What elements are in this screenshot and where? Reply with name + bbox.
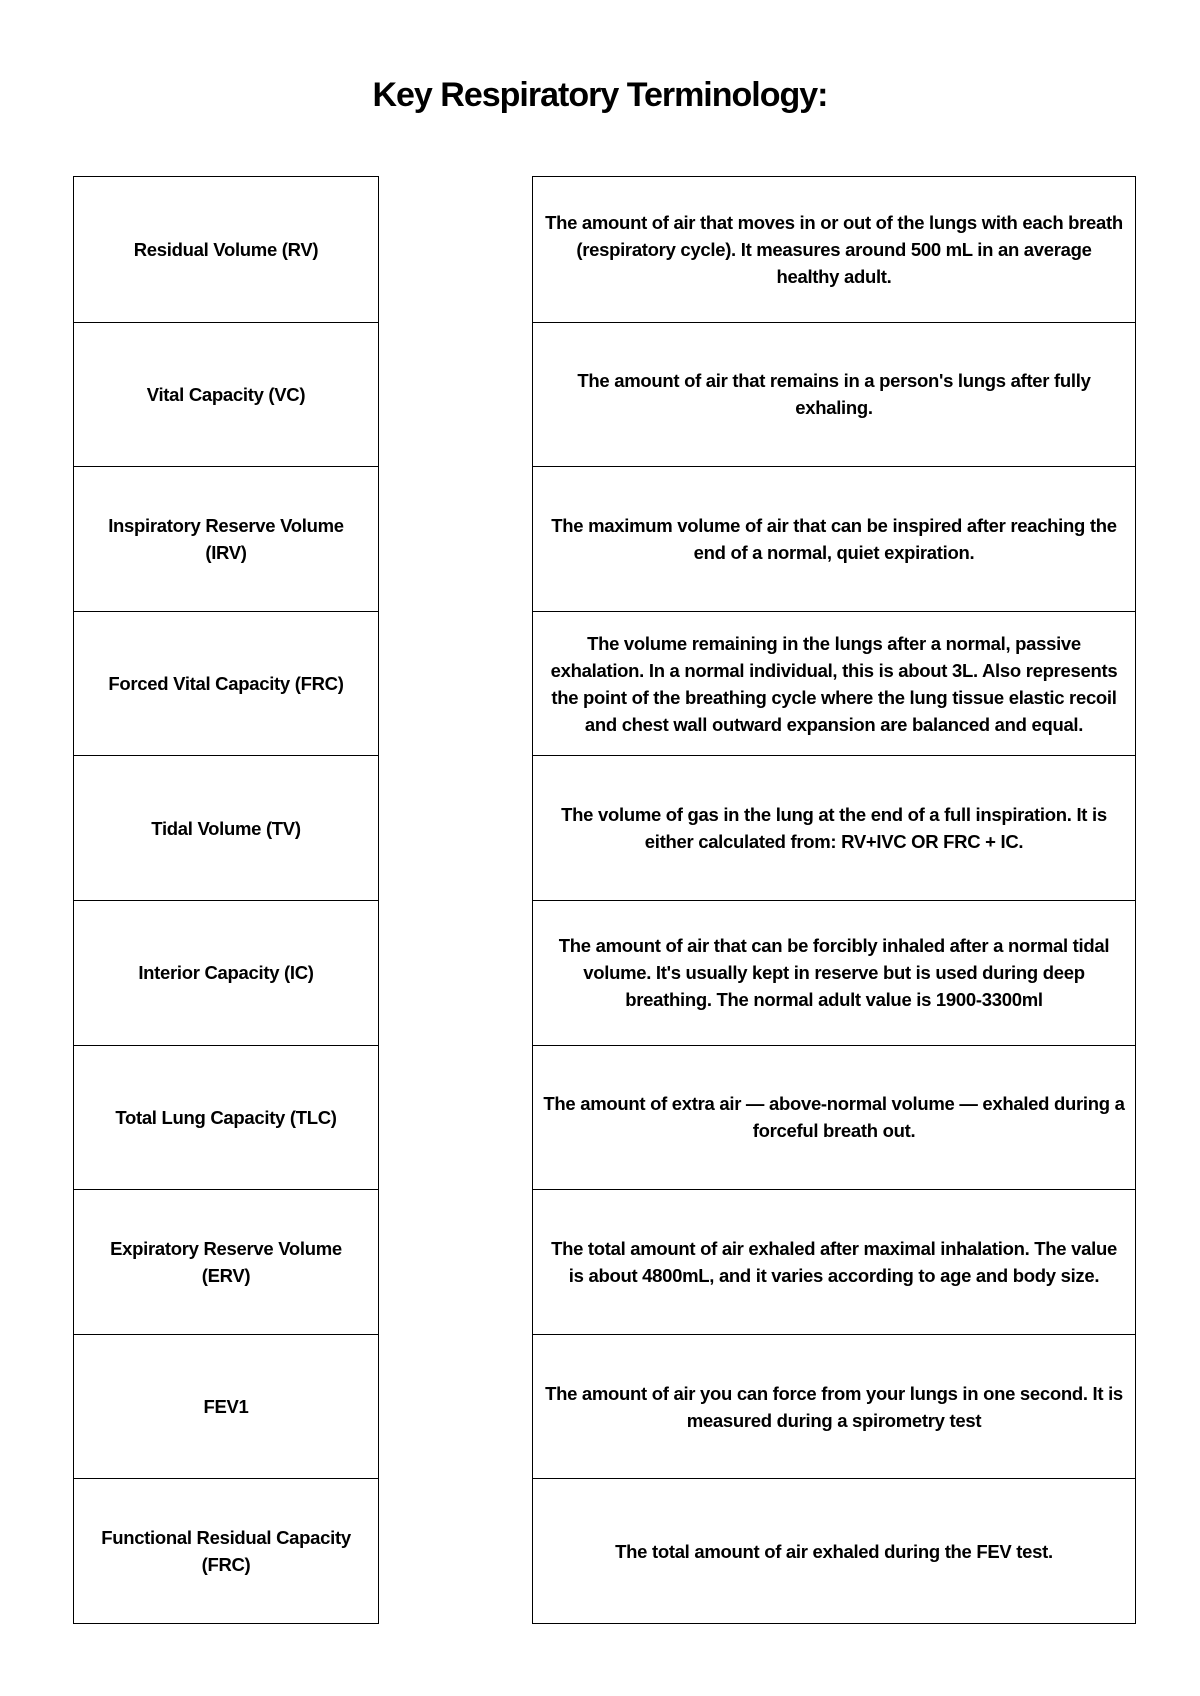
definitions-column — [532, 176, 1136, 1624]
definition-cell: The total amount of air exhaled after maximal inhalation. The value is about 4800mL, and it varies according to age and body size. — [533, 1189, 1135, 1334]
definition-cell: The total amount of air exhaled during the FEV test. — [533, 1478, 1135, 1623]
term-cell: Forced Vital Capacity (FRC) — [74, 611, 378, 756]
definition-cell: The volume of gas in the lung at the end of a full inspiration. It is either calculated from: RV+IVC OR FRC + IC. — [533, 755, 1135, 900]
definition-cell: The amount of air you can force from your lungs in one second. It is measured during a spirometry test — [533, 1334, 1135, 1479]
definition-cell: The maximum volume of air that can be inspired after reaching the end of a normal, quiet expiration. — [533, 466, 1135, 611]
term-cell: Expiratory Reserve Volume (ERV) — [74, 1189, 378, 1334]
term-cell: Functional Residual Capacity (FRC) — [74, 1478, 378, 1623]
term-cell: Vital Capacity (VC) — [74, 322, 378, 467]
terms-column — [73, 176, 379, 1624]
term-cell: Interior Capacity (IC) — [74, 900, 378, 1045]
definition-cell: The amount of air that can be forcibly inhaled after a normal tidal volume. It's usually kept in reserve but is used during deep breathing. The normal adult value is 1900-3300ml — [533, 900, 1135, 1045]
term-cell: Tidal Volume (TV) — [74, 755, 378, 900]
definition-cell: The amount of extra air — above-normal volume — exhaled during a forceful breath out. — [533, 1045, 1135, 1190]
term-cell: Residual Volume (RV) — [133, 238, 319, 260]
definition-cell: The amount of air that remains in a person's lungs after fully exhaling. — [533, 322, 1135, 467]
term-cell: Inspiratory Reserve Volume (IRV) — [74, 466, 378, 611]
term-cell: Total Lung Capacity (TLC) — [74, 1045, 378, 1190]
definition-cell: The amount of air that moves in or out of the lungs with each breath (respiratory cycle). It measures around 500 mL in an average healthy adult. — [545, 211, 1123, 287]
page-title: Key Respiratory Terminology: — [372, 76, 828, 114]
definition-cell: The volume remaining in the lungs after a normal, passive exhalation. In a normal individual, this is about 3L. Also represents the point of the breathing cycle where the lung tissue elastic recoil and chest wall outward expansion are balanced and equal. — [533, 611, 1135, 756]
term-cell: FEV1 — [74, 1334, 378, 1479]
